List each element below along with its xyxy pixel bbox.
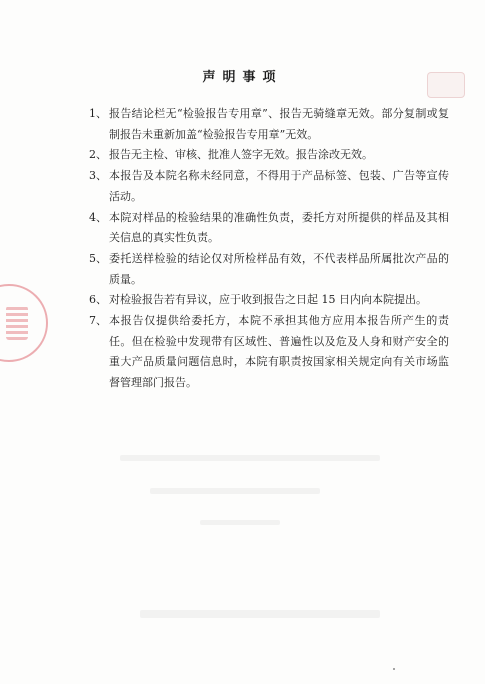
clause-number: 1、 — [89, 107, 107, 120]
clause-item — [89, 104, 449, 145]
clause-number: 7、 — [89, 314, 107, 328]
red-seal-stamp — [0, 284, 48, 362]
clause-text: 本报告及本院名称未经同意，不得用于产品标签、包装、广告等宣传活动。 — [109, 169, 449, 203]
clause-text: 报告结论栏无“检验报告专用章”、报告无骑缝章无效。部分复制或复制报告未重新加盖“检验报告专用章”无效。 — [109, 107, 449, 141]
clause-text: 报告无主检、审核、批准人签字无效。报告涂改无效。 — [109, 148, 373, 162]
clause-item — [89, 145, 449, 166]
page-title: 声明事项 — [202, 70, 283, 85]
clause-item — [89, 208, 449, 249]
clause-item — [89, 290, 449, 311]
bleed-through-mark — [150, 488, 320, 494]
bleed-through-mark — [120, 455, 380, 461]
clause-text: 委托送样检验的结论仅对所检样品有效，不代表样品所属批次产品的质量。 — [109, 251, 449, 286]
clause-text: 对检验报告若有异议，应于收到报告之日起 15 日内向本院提出。 — [109, 293, 427, 307]
clause-number: 3、 — [89, 169, 107, 183]
clause-number: 5、 — [89, 251, 107, 265]
clause-number: 4、 — [89, 210, 107, 224]
clause-number: 2、 — [89, 148, 107, 162]
speck — [393, 668, 395, 670]
clause-text: 本院对样品的检验结果的准确性负责，委托方对所提供的样品及其相关信息的真实性负责。 — [109, 210, 449, 245]
clause-item — [89, 166, 449, 207]
bleed-through-mark — [200, 520, 280, 525]
clause-item — [89, 311, 449, 394]
clause-item — [89, 249, 449, 290]
clause-list — [89, 104, 449, 394]
clause-number: 6、 — [89, 293, 107, 307]
clause-text: 本报告仅提供给委托方，本院不承担其他方应用本报告所产生的责任。但在检验中发现带有区域性、普遍性以及危及人身和财产安全的重大产品质量问题信息时，本院有职责按国家相关规定向有关市场监督管理部门报告。 — [109, 314, 449, 390]
bleed-through-mark — [140, 610, 380, 618]
